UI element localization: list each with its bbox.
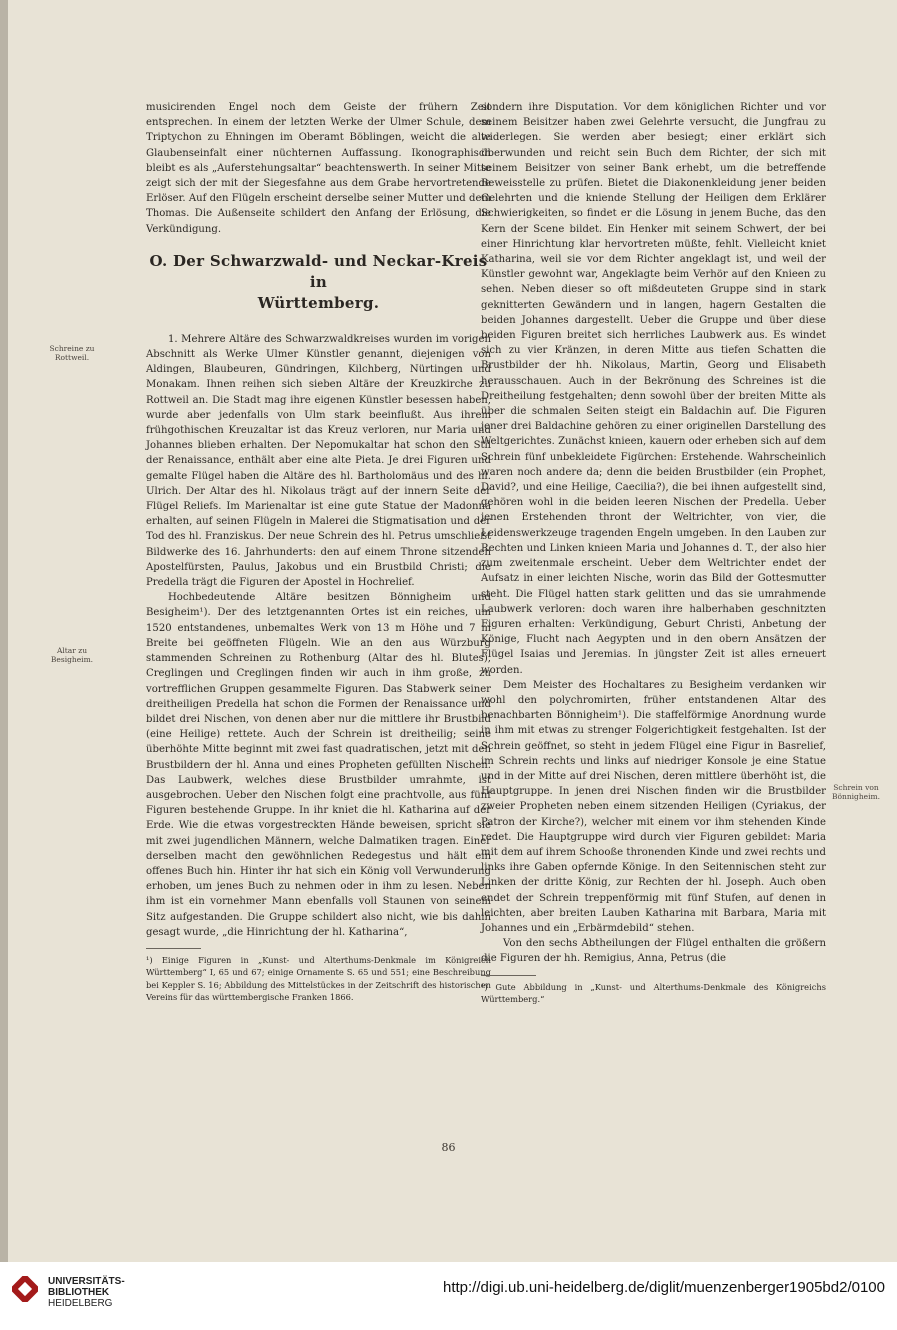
margin-note-line: Rottweil. (54, 353, 90, 362)
right-paragraph-3: Von den sechs Abtheilungen der Flügel enthalten die größern die Figuren der hh. Remigius, Anna, Petrus (die (481, 938, 826, 965)
margin-note-boennigheim (826, 783, 886, 801)
source-url-link[interactable]: http://digi.ub.uni-heidelberg.de/diglit/muenzenberger1905bd2/0100 (443, 1279, 885, 1296)
left-footnote: ¹) Einige Figuren in „Kunst- und Alterthums-Denkmale im Königreich Württemberg“ I, 65 und 67; einige Ornamente S. 65 und 551; eine Beschreibung bei Keppler S. 16; Abbildung des Mittelstückes in der Zeitschrift des historischen Vereins für das württembergische Franken 1866. (146, 954, 491, 1002)
right-paragraph-2: Dem Meister des Hochaltares zu Besigheim verdanken wir wohl den polychromirten, früher entstandenen Altar des benachbarten Bönnigheim¹). Die staffelförmige Anordnung wurde in ihm mit etwas zu strenger Folgerichtigkeit festgehalten. Ist der Schrein geöffnet, so steht in jedem Flügel eine Figur in Basrelief, im Schrein rechts und links auf niedriger Konsole je eine Statue und in der Mitte auf drei Nischen, deren mittlere überhöht ist, die Hauptgruppe. In jenen drei Nischen finden wir die Brustbilder zweier Propheten neben einem sitzenden Heiligen (Cyriakus, der Patron der Kirche?), welcher mit einem vor ihm stehenden Kinde redet. Die Hauptgruppe wird durch vier Figuren gebildet: Maria mit dem auf ihrem Schooße thronenden Kinde und zwei rechts und links ihre Gaben opfernde Könige. In den Seitennischen steht zur Linken der dritte König, zur Rechten der hl. Joseph. Auch oben endet der Schrein treppenförmig mit fünf Stufen, auf denen in leichten, aber breiten Lauben Katharina mit Barbara, Maria mit Johannes und ein „Erbärmdebild“ stehen. (481, 679, 826, 934)
footnote-rule-right (481, 975, 536, 976)
right-paragraph-1: sondern ihre Disputation. Vor dem königlichen Richter und vor seinem Beisitzer haben zwei Gelehrte versucht, die Jungfrau zu widerlegen. Sie werden aber besiegt; einer erklärt sich überwunden und reicht sein Buch dem Richter, der sich mit seinem Beisitzer von seiner Bank erhebt, um die betreffende Beweisstelle zu prüfen. Bietet die Diakonenkleidung jener beiden Gelehrten und die kniende Stellung der Heiligen dem Erklärer Schwierigkeiten, so findet er die Lösung in jenem Buche, das den Kern der Scene bildet. Ein Henker mit seinem Schwert, der bei einer Hinrichtung klar hervortreten müßte, fehlt. Vielleicht kniet Katharina, weil sie vor dem Richter angeklagt ist, und weil der Künstler gewohnt war, Angeklagte beim Verhör auf den Knieen zu sehen. Neben dieser so oft mißdeuteten Gruppe sind in stark geknitterten Gewändern und in langen, hagern Gestalten die beiden Johannes dargestellt. Ueber die Gruppe und über diese beiden Figuren breitet sich herrliches Laubwerk aus. Es windet sich zu vier Kränzen, in deren Mitte aus tiefen Schatten die Brustbilder der hh. Nikolaus, Martin, Georg und Elisabeth herausschauen. Auch in der Bekrönung des Schreines ist die Dreitheilung festgehalten; denn sowohl über der breiten Mitte als über die schmalen Seiten steigt ein Baldachin auf. Die Figuren jener drei Baldachine gehören zu einer originellen Darstellung des Weltgerichtes. Zunächst knieen, kauern oder erheben sich auf dem Schrein fünf unbekleidete Figürchen: Erstehende. Wahrscheinlich waren noch andere da; denn die beiden Brustbilder (ein Prophet, David?, und eine Heilige, Caecilia?), die bei ihnen aufgestellt sind, gehören wohl in die beiden leeren Nischen der Predella. Ueber jenen Erstehenden thront der Weltrichter, von vier, die Leidenswerkzeuge tragenden Engeln umgeben. In den Lauben zur Rechten und Linken knieen Maria und Johannes d. T., der also hier zum zweitenmale erscheint. Ueber dem Weltrichter endet der Aufsatz in einer leichten Nische, worin das Bild der Gottesmutter steht. Die Flügel hatten stark gelitten und das sie umrahmende Laubwerk verloren: doch waren ihre halberhaben geschnitzten Figuren erhalten: Verkündigung, Geburt Christi, Anbetung der Könige, Flucht nach Aegypten und in den obern Ansätzen der Flügel Isaias und Jeremias. In jüngster Zeit ist alles erneuert worden. (481, 102, 826, 676)
footnote-rule (146, 948, 201, 949)
page-edge (0, 0, 8, 1262)
library-name-line2: BIBLIOTHEK (48, 1287, 110, 1298)
margin-note-rottweil (42, 344, 102, 362)
section-heading (146, 251, 491, 314)
left-paragraph-1: 1. Mehrere Altäre des Schwarzwaldkreises wurden im vorigen Abschnitt als Werke Ulmer Künstler genannt, diejenigen von Aldingen, Blaubeuren, Gündringen, Kilchberg, Nürtingen und Monakam. Ihnen reihen sich sieben Altäre der Kreuzkirche zu Rottweil an. Die Stadt mag ihre eigenen Künstler besessen haben, wurde aber jedenfalls von Ulm stark beeinflußt. Aus ihrem frühgothischen Kreuzaltar ist das Kreuz verloren, nur Maria und Johannes blieben erhalten. Der Nepomukaltar hat schon den Stil der Renaissance, enthält aber eine alte Pieta. Je drei Figuren und gemalte Flügel haben die Altäre des hl. Bartholomäus und des hl. Ulrich. Der Altar des hl. Nikolaus trägt auf der innern Seite der Flügel Reliefs. Im Marienaltar ist eine gute Statue der Madonna erhalten, auf seinen Flügeln in Malerei die Stigmatisation und der Tod des hl. Franziskus. Der neue Schrein des hl. Petrus umschließt Bildwerke des 16. Jahrhunderts: den auf einem Throne sitzenden Apostelfürsten, Paulus, Jakobus und ein Brustbild Christi; die Predella trägt die Figuren der Apostel in Hochrelief. (146, 333, 491, 589)
library-name-line3: HEIDELBERG (48, 1298, 113, 1309)
section-heading-line1: O. Der Schwarzwald- und Neckar-Kreis in (149, 251, 488, 291)
margin-note-line: Bönnigheim. (831, 792, 881, 801)
margin-note-besigheim (42, 646, 102, 664)
footer-bar (0, 1262, 897, 1330)
left-intro-paragraph: musicirenden Engel noch dem Geiste der frühern Zeit entsprechen. In einem der letzten Werke der Ulmer Schule, dem Triptychon zu Ehningen im Oberamt Böblingen, weicht die alte Glaubenseinfalt einer nüchternen Auffassung. Ikonographisch bleibt es als „Auferstehungsaltar“ beachtenswerth. In seiner Mitte zeigt sich der mit der Siegesfahne aus dem Grabe hervortretende Erlöser. Auf den Flügeln erscheint derselbe seiner Mutter und dem Thomas. Die Außenseite schildert den Anfang der Erlösung, die Verkündigung. (146, 102, 491, 235)
library-name-line1: UNIVERSITÄTS- (48, 1276, 125, 1287)
margin-note-line: Schrein von (833, 783, 879, 792)
section-heading-line2: Württemberg. (257, 293, 380, 312)
library-name (48, 1276, 125, 1309)
left-column (146, 100, 491, 1003)
left-paragraph-2: Hochbedeutende Altäre besitzen Bönnigheim und Besigheim¹). Der des letztgenannten Ortes ist ein reiches, um 1520 entstandenes, unbemaltes Werk von 13 m Höhe und 7 m Breite bei geöffneten Flügeln. Wie an den aus Würzburg stammenden Schreinen zu Rothenburg (Altar des hl. Blutes), Creglingen und Creglingen finden wir auch in ihm große, zu vortrefflichen Gruppen gesammelte Figuren. Das Stabwerk seiner dreitheiligen Predella hat schon die Formen der Renaissance und bildet drei Nischen, von denen aber nur die mittlere ihr Brustbild (eine Heilige) rettete. Auch der Schrein ist dreitheilig; seine überhöhte Mitte beginnt mit zwei fast quadratischen, jetzt mit den Brustbildern der hl. Anna und eines Propheten gefüllten Nischen. Das Laubwerk, welches diese Brustbilder umrahmte, ist ausgebrochen. Ueber den Nischen folgt eine prachtvolle, aus fünf Figuren bestehende Gruppe. In ihr kniet die hl. Katharina auf der Erde. Wie die etwas vorgestreckten Hände beweisen, spricht sie mit zwei jugendlichen Männern, welche Dalmatiken tragen. Einer derselben macht den gewöhnlichen Redegestus und hält ein offenes Buch hin. Hinter ihr hat sich ein König voll Verwunderung erhoben, um jenes Buch zu nehmen oder in ihm zu lesen. Neben ihm ist ein vornehmer Mann ebenfalls voll Staunen von seinem Sitz aufgestanden. Die Gruppe schildert also nicht, wie bis dahin gesagt wurde, „die Hinrichtung der hl. Katharina“, (146, 592, 491, 938)
library-logo-icon (12, 1276, 38, 1302)
margin-note-line: Schreine zu (49, 344, 95, 353)
page-number: 86 (441, 1141, 456, 1154)
margin-note-line: Besigheim. (50, 655, 94, 664)
right-footnote: ¹) Gute Abbildung in „Kunst- und Alterthums-Denkmale des Königreichs Württemberg.“ (481, 981, 826, 1004)
margin-note-line: Altar zu (56, 646, 88, 655)
right-column (481, 100, 826, 1005)
